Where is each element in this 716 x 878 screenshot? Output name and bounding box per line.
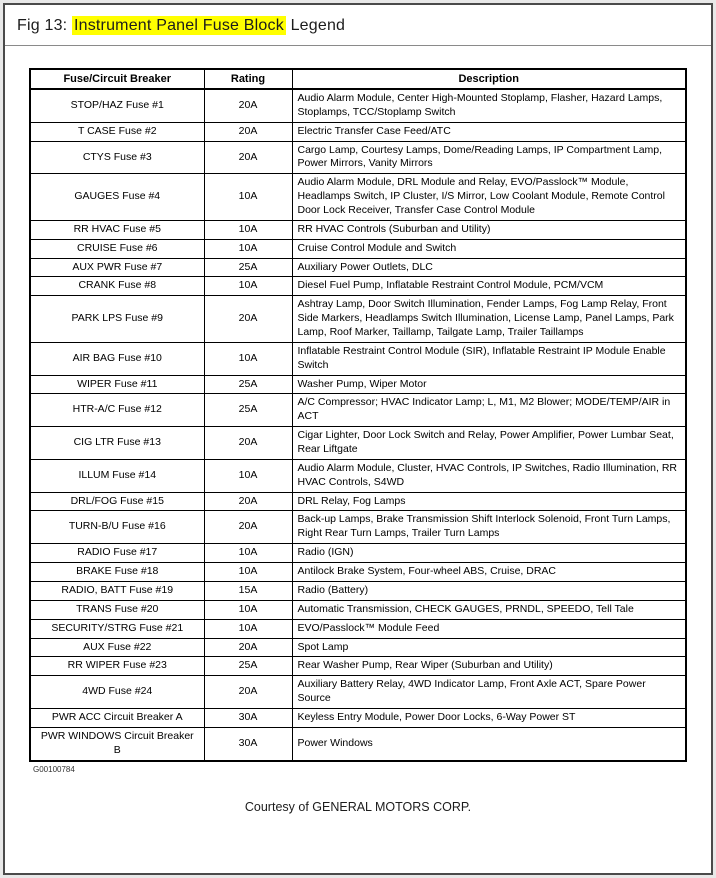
table-row [30,141,686,174]
table-row [30,708,686,727]
description-cell: Audio Alarm Module, Cluster, HVAC Controls, IP Switches, Radio Illumination, RR HVAC Controls, S4WD [292,459,686,492]
fuse-cell: HTR-A/C Fuse #12 [30,394,204,427]
document-page [3,3,713,875]
rating-cell: 25A [204,394,292,427]
fuse-cell: TRANS Fuse #20 [30,600,204,619]
description-cell: Ashtray Lamp, Door Switch Illumination, Fender Lamps, Fog Lamp Relay, Front Side Markers, Headlamps Switch Illumination, License Lamp, Panel Lamps, Park Lamp, Roof Marker, Taillamp, Tailgate Lamp, Trailer Taillamps [292,296,686,343]
fuse-cell: SECURITY/STRG Fuse #21 [30,619,204,638]
fuse-cell: CIG LTR Fuse #13 [30,427,204,460]
description-cell: Power Windows [292,727,686,760]
table-row [30,89,686,122]
description-cell: Radio (Battery) [292,581,686,600]
table-row [30,277,686,296]
fuse-table-body [30,89,686,761]
rating-cell: 10A [204,459,292,492]
courtesy-line: Courtesy of GENERAL MOTORS CORP. [244,799,472,814]
description-cell: Audio Alarm Module, DRL Module and Relay, EVO/Passlock™ Module, Headlamps Switch, IP Cluster, I/S Mirror, Low Coolant Module, Remote Control Door Lock Receiver, Transfer Case Control Module [292,174,686,221]
fuse-cell: CRUISE Fuse #6 [30,239,204,258]
fuse-cell: RADIO, BATT Fuse #19 [30,581,204,600]
rating-cell: 20A [204,122,292,141]
rating-cell: 20A [204,676,292,709]
fuse-cell: AUX Fuse #22 [30,638,204,657]
rating-cell: 10A [204,220,292,239]
fuse-cell: WIPER Fuse #11 [30,375,204,394]
fuse-cell: TURN-B/U Fuse #16 [30,511,204,544]
description-cell: Washer Pump, Wiper Motor [292,375,686,394]
fuse-cell: 4WD Fuse #24 [30,676,204,709]
header-description: Description [292,69,686,89]
fuse-cell: RR HVAC Fuse #5 [30,220,204,239]
description-cell: Spot Lamp [292,638,686,657]
fuse-cell: PWR ACC Circuit Breaker A [30,708,204,727]
table-row [30,258,686,277]
description-cell: Audio Alarm Module, Center High-Mounted Stoplamp, Flasher, Hazard Lamps, Stoplamps, TCC/Stoplamp Switch [292,89,686,122]
table-row [30,492,686,511]
table-row [30,676,686,709]
description-cell: EVO/Passlock™ Module Feed [292,619,686,638]
rating-cell: 25A [204,375,292,394]
rating-cell: 20A [204,638,292,657]
rating-cell: 25A [204,258,292,277]
table-header-row [30,69,686,89]
description-cell: Antilock Brake System, Four-wheel ABS, Cruise, DRAC [292,563,686,582]
description-cell: Diesel Fuel Pump, Inflatable Restraint Control Module, PCM/VCM [292,277,686,296]
figure-title-prefix: Fig 13: [17,17,72,34]
rating-cell: 20A [204,296,292,343]
fuse-cell: GAUGES Fuse #4 [30,174,204,221]
fuse-cell: AIR BAG Fuse #10 [30,342,204,375]
fuse-cell: RADIO Fuse #17 [30,544,204,563]
table-row [30,427,686,460]
fuse-cell: ILLUM Fuse #14 [30,459,204,492]
fuse-cell: AUX PWR Fuse #7 [30,258,204,277]
description-cell: Automatic Transmission, CHECK GAUGES, PRNDL, SPEEDO, Tell Tale [292,600,686,619]
description-cell: Keyless Entry Module, Power Door Locks, 6-Way Power ST [292,708,686,727]
rating-cell: 10A [204,239,292,258]
rating-cell: 20A [204,427,292,460]
description-cell: Cruise Control Module and Switch [292,239,686,258]
table-row [30,239,686,258]
rating-cell: 10A [204,619,292,638]
rating-cell: 20A [204,141,292,174]
rating-cell: 20A [204,89,292,122]
header-rating: Rating [204,69,292,89]
table-row [30,459,686,492]
table-row [30,296,686,343]
rating-cell: 30A [204,727,292,760]
description-cell: A/C Compressor; HVAC Indicator Lamp; L, M1, M2 Blower; MODE/TEMP/AIR in ACT [292,394,686,427]
rating-cell: 10A [204,277,292,296]
table-row [30,511,686,544]
table-row [30,638,686,657]
rating-cell: 10A [204,563,292,582]
table-row [30,619,686,638]
header-fuse-circuit-breaker: Fuse/Circuit Breaker [30,69,204,89]
table-row [30,375,686,394]
rating-cell: 20A [204,492,292,511]
rating-cell: 30A [204,708,292,727]
description-cell: Rear Washer Pump, Rear Wiper (Suburban and Utility) [292,657,686,676]
table-row [30,600,686,619]
table-row [30,727,686,760]
rating-cell: 10A [204,600,292,619]
table-row [30,122,686,141]
fuse-cell: CRANK Fuse #8 [30,277,204,296]
rating-cell: 10A [204,544,292,563]
figure-title [5,5,711,35]
table-row [30,563,686,582]
figure-code: G00100784 [33,764,75,774]
fuse-cell: DRL/FOG Fuse #15 [30,492,204,511]
table-row [30,657,686,676]
rating-cell: 20A [204,511,292,544]
description-cell: Auxiliary Power Outlets, DLC [292,258,686,277]
table-row [30,220,686,239]
fuse-cell: RR WIPER Fuse #23 [30,657,204,676]
fuse-cell: CTYS Fuse #3 [30,141,204,174]
description-cell: DRL Relay, Fog Lamps [292,492,686,511]
table-row [30,394,686,427]
description-cell: Electric Transfer Case Feed/ATC [292,122,686,141]
description-cell: Auxiliary Battery Relay, 4WD Indicator Lamp, Front Axle ACT, Spare Power Source [292,676,686,709]
fuse-cell: PWR WINDOWS Circuit Breaker B [30,727,204,760]
fuse-cell: T CASE Fuse #2 [30,122,204,141]
rating-cell: 10A [204,174,292,221]
table-row [30,581,686,600]
rating-cell: 15A [204,581,292,600]
description-cell: Inflatable Restraint Control Module (SIR), Inflatable Restraint IP Module Enable Switch [292,342,686,375]
table-row [30,174,686,221]
description-cell: Back-up Lamps, Brake Transmission Shift Interlock Solenoid, Front Turn Lamps, Right Rear Turn Lamps, Trailer Turn Lamps [292,511,686,544]
description-cell: Cargo Lamp, Courtesy Lamps, Dome/Reading Lamps, IP Compartment Lamp, Power Mirrors, Vanity Mirrors [292,141,686,174]
rating-cell: 25A [204,657,292,676]
description-cell: Cigar Lighter, Door Lock Switch and Relay, Power Amplifier, Power Lumbar Seat, Rear Liftgate [292,427,686,460]
fuse-cell: PARK LPS Fuse #9 [30,296,204,343]
description-cell: Radio (IGN) [292,544,686,563]
fuse-legend-table [29,68,687,762]
figure-title-highlight: Instrument Panel Fuse Block [73,17,284,34]
fuse-cell: STOP/HAZ Fuse #1 [30,89,204,122]
rating-cell: 10A [204,342,292,375]
title-divider [5,45,711,46]
figure-title-suffix: Legend [285,17,346,34]
fuse-cell: BRAKE Fuse #18 [30,563,204,582]
table-row [30,342,686,375]
description-cell: RR HVAC Controls (Suburban and Utility) [292,220,686,239]
table-row [30,544,686,563]
